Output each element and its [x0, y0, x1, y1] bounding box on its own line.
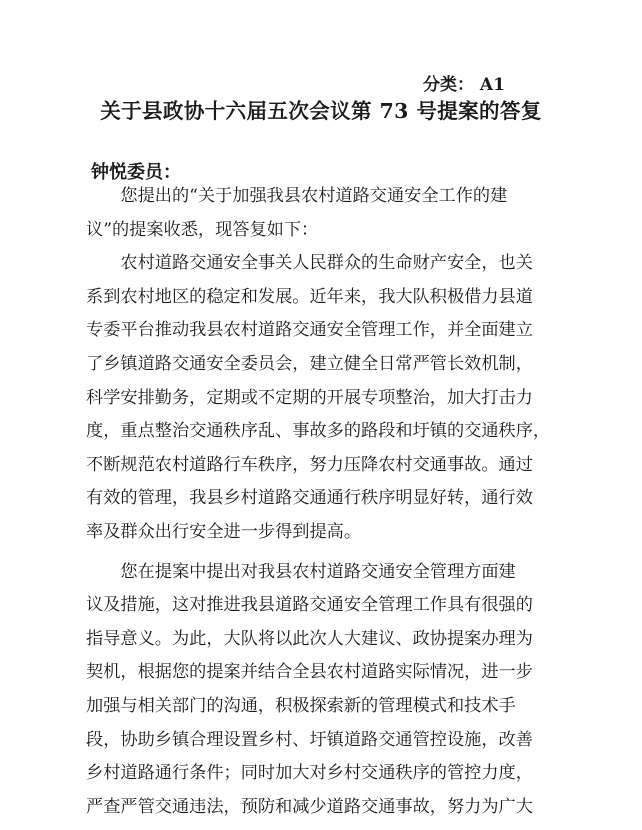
- text-line: 议”的提案收悉，现答复如下：: [86, 219, 319, 240]
- text-line: 系到农村地区的稳定和发展。近年来，我大队积极借力县道: [86, 286, 533, 307]
- paragraph-2: [86, 247, 642, 549]
- text-line: 契机，根据您的提案并结合全县农村道路实际情况，进一步: [86, 662, 533, 683]
- text-line: 专委平台推动我县农村道路交通安全管理工作，并全面建立: [86, 320, 533, 341]
- text-line: 度，重点整治交通秩序乱、事故多的路段和圩镇的交通秩序，: [86, 421, 551, 442]
- paragraph-3: [86, 556, 642, 825]
- text-line: 乡村道路通行条件；同时加大对乡村交通秩序的管控力度，: [86, 763, 533, 784]
- text-line: 段，协助乡镇合理设置乡村、圩镇道路交通管控设施，改善: [86, 729, 533, 750]
- text-line: 农村道路交通安全事关人民群众的生命财产安全，也关: [86, 253, 533, 274]
- text-line: 加强与相关部门的沟通，积极探索新的管理模式和技术手: [86, 695, 516, 716]
- text-line: 严查严管交通违法，预防和减少道路交通事故，努力为广大: [86, 796, 533, 817]
- paragraph-1: [86, 180, 642, 247]
- text-line: 科学安排勤务，定期或不定期的开展专项整治，加大打击力: [86, 387, 533, 408]
- text-line: 您在提案中提出对我县农村道路交通安全管理方面建: [86, 561, 516, 582]
- text-line: 了乡镇道路交通安全委员会，建立健全日常严管长效机制，: [86, 353, 533, 374]
- text-line: 率及群众出行安全进一步得到提高。: [86, 521, 362, 542]
- text-line: 有效的管理，我县乡村道路交通通行秩序明显好转，通行效: [86, 488, 533, 509]
- text-line: 不断规范农村道路行车秩序，努力压降农村交通事故。通过: [86, 454, 533, 475]
- text-line: 指导意义。为此，大队将以此次人大建议、政协提案办理为: [86, 628, 533, 649]
- salutation: 钟悦委员：: [91, 162, 181, 183]
- document-title: 关于县政协十六届五次会议第 73 号提案的答复: [100, 99, 542, 123]
- classification-label: 分类： A1: [423, 75, 505, 95]
- text-line: 议及措施，这对推进我县道路交通安全管理工作具有很强的: [86, 595, 533, 616]
- text-line: 您提出的“关于加强我县农村道路交通安全工作的建: [86, 186, 508, 206]
- document-body: [86, 180, 642, 824]
